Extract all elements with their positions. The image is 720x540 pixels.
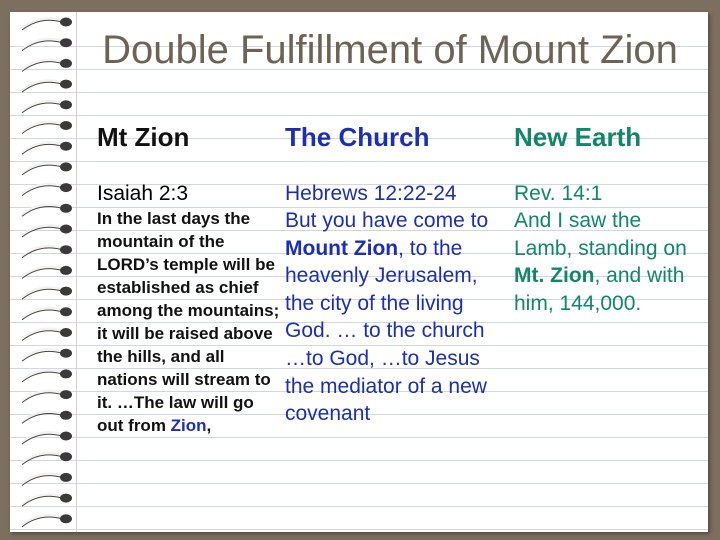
scripture-text-start: And I saw the Lamb, standing on [514, 209, 687, 260]
spiral-ring [22, 349, 72, 362]
spiral-ring [22, 369, 72, 382]
zion-highlight: Mt. Zion [514, 264, 595, 288]
spiral-ring [22, 473, 72, 486]
scripture-text-end: , and with him, 144,000. [514, 264, 685, 315]
scripture-reference: Rev. 14:1 [514, 182, 603, 205]
zion-highlight: Zion [170, 416, 207, 435]
spiral-ring [22, 452, 72, 465]
spiral-ring [22, 328, 72, 341]
spiral-ring [22, 59, 72, 72]
column-new-earth [514, 180, 704, 317]
scripture-text [285, 207, 507, 428]
spiral-ring [22, 162, 72, 175]
scripture-text [97, 207, 282, 437]
spiral-ring [22, 307, 72, 320]
scripture-text [514, 207, 704, 317]
spiral-ring [22, 514, 72, 527]
spiral-ring [22, 100, 72, 113]
scripture-reference: Isaiah 2:3 [97, 182, 189, 205]
spiral-ring [22, 183, 72, 196]
spiral-ring [22, 411, 72, 424]
column-header-new-earth: New Earth [514, 122, 642, 152]
column-header-mt-zion: Mt Zion [97, 122, 190, 152]
column-header-church: The Church [285, 122, 430, 152]
spiral-ring [22, 432, 72, 445]
spiral-ring [22, 390, 72, 403]
spiral-ring [22, 287, 72, 300]
spiral-ring [22, 494, 72, 507]
spiral-ring [22, 225, 72, 238]
scripture-text-start: But you have come to [285, 209, 489, 232]
spiral-binding-icon [0, 0, 90, 540]
spiral-ring [22, 121, 72, 134]
column-mt-zion [97, 180, 282, 437]
zion-highlight: Mount Zion [285, 236, 399, 260]
spiral-ring [22, 142, 72, 155]
spiral-ring [22, 266, 72, 279]
spiral-ring [22, 245, 72, 258]
spiral-ring [22, 80, 72, 93]
slide-title: Double Fulfillment of Mount Zion [102, 28, 678, 72]
scripture-text-end: , [206, 416, 212, 435]
spiral-ring [22, 18, 72, 31]
scripture-text-start: In the last days the mountain of the LORD’s temple will be established as chief among the mountains; it will be raised above the hills, and all nations will stream to it. …The law will go out from [97, 209, 280, 435]
scripture-text-end: , to the heavenly Jerusalem, the city of the living God. … to the church …to God, …to Jesus the mediator of a new covenant [285, 236, 487, 426]
scripture-reference: Hebrews 12:22-24 [285, 182, 457, 205]
spiral-ring [22, 204, 72, 217]
spiral-ring [22, 38, 72, 51]
column-church [285, 180, 507, 428]
